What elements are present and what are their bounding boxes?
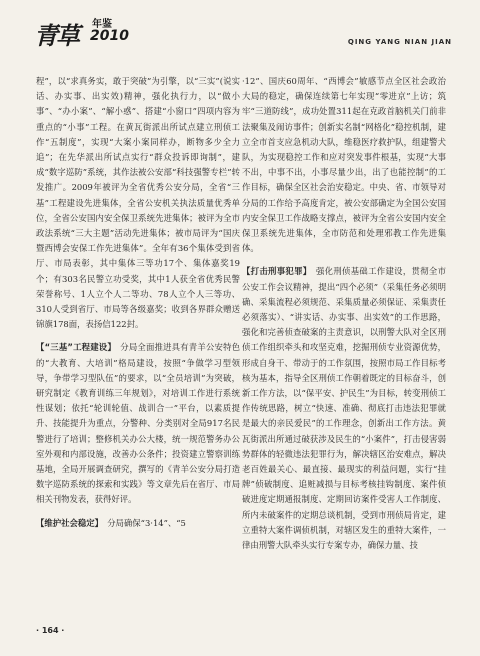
section-body: 分局确保“3·14”、“5 — [107, 517, 186, 528]
logo-title: 青草 — [34, 21, 78, 50]
left-section-three-basics — [36, 340, 240, 507]
right-paragraph-1: ·12”、国庆60周年、“西博会”敏感节点全区社会政治大局的稳定，确保连续第七年实现“零进京”上访；筑牢“三道防线”，成功处置311起在克政首脑机关门前非法聚集及闹访事件；创新实名制“网格化”稳控机制，建立全市首支应急机动大队，维稳医疗救护队，组建警犬队，为实现稳控工作和应对突发事件根基，实现“大事不出，中事不出，小事尽量少出，出了也能控制”的工作目标，确保全区社会治安稳定。中央、省、市领导对分局的工作给予高度肯定，被公安部确定为全国公安国内安全保卫工作战略支撑点，被评为全省公安国内安全保卫系统先进集体，全市防范和处理邪教工作先进集体。 — [242, 76, 446, 254]
left-paragraph-1: 程”，以“求真务实，敢于突破”为引擎，以“三实”(说实话、办实事、出实效)精神，强化执行力，以“做小事”、“办小案”、“解小惑”、搭建“小窗口”四项内容为重点的“小事”工程。在黄瓦街派出所试点建立刑侦工作“五制度”，实现“大案小案同样办，断物多少全力追”；在先华派出所试点实行“群众投诉即询制”，建成“数字巡防”系统，其作法被公安部“科技强警专栏”转发推广。2009年被评为全省优秀公安分局，全省“三基”工程建设先进集体，全省公安机关执法质量优秀单位，全省公安国内安全保卫系统先进集体；被评为全市政法系统“三大主题”活动先进集体；被市局评为“国庆暨西博会安保工作先进集体”。全年有36个集体受到省厅、市局表彰，其中集体三等功17个、集体嘉奖19个；有303名民警立功受奖，其中1人获全省优秀民警荣誉称号、1人立个人二等功、78人立个人三等功、310人受到省厅、市局等各级嘉奖；收到各界群众赠送锦旗178面，表扬信122封。 — [36, 76, 240, 330]
left-column — [36, 74, 240, 531]
right-column — [242, 74, 446, 553]
section-body: 强化刑侦基础工作建设，贯彻全市公安工作会议精神，提出“四个必须”（采集任务必须明确、采集流程必须规范、采集质量必须保证、采集责任必须落实）、“讲实话、办实事、出实效”的工作思路，强化和完善侦查破案的主责意识，以刑警大队对全区刑侦工作组织牵头和攻坚克难，挖掘刑侦专业资源优势，形成自身干、带动于的工作氛围，按照市局工作目标考核为基本，指导全区刑侦工作朝着既定的目标奋斗，创新工作方法，以“保平安、护民生”为目标，转变刑侦工作传统思路，树立“快速、准确、彻底打击违法犯罪就是最大的亲民爱民”的工作理念，创新出工作方法。黄瓦街派出所通过破获涉及民生的“小案件”，打击侵害弱势群体的轻微违法犯罪行为，解决辖区治安难点，解决老百姓最关心、最直接、最现实的利益问题，实行“挂牌”侦破制度、追赃减损与目标考核挂钩制度、案件侦破进度定期通报制度、定期回访案件受害人工作制度、所内未破案件的定期总谈机制，受到市刑侦局肯定，建立重特大案件调侦机制，对辖区发生的重特大案件，一律由刑警大队牵头实行专案专办，确保力量、技 — [242, 266, 446, 551]
logo-year: 2010 — [90, 28, 129, 44]
section-heading: 【维护社会稳定】 — [36, 517, 99, 528]
yearbook-logo — [34, 14, 154, 48]
left-section-stability — [36, 516, 240, 531]
right-section-crime — [242, 264, 446, 553]
section-heading: 【打击刑事犯罪】 — [242, 266, 308, 277]
section-body: 分局全面推进具有青羊公安特色的“大教育、大培训”格局建设，按照“争做学习型领导，争带学习型队伍”的要求，以“全员培训”为突破，研究制定《教育训练三年规划》，对培训工作进行系统性谋划；依托“轮训轮值、战训合一”平台，以素质提升、技能提升为重点，分警种、分类别对全局917名民警进行了培训；整修机关办公大楼，统一规范警务办公室外观和内部设施，改善办公条件；投资建立警察训练基地，全局开展调查研究，撰写的《青羊公安分局打造数字巡防系统的探索和实践》等文章先后在省厅、市局相关刊物发表，获得好评。 — [36, 342, 241, 505]
logo-subtitle: 年鉴 — [92, 19, 112, 30]
running-head: QING YANG NIAN JIAN — [347, 38, 452, 46]
page-number: · 164 · — [36, 626, 65, 635]
page-header — [0, 0, 480, 60]
section-heading: 【“三基”工程建设】 — [36, 342, 112, 353]
